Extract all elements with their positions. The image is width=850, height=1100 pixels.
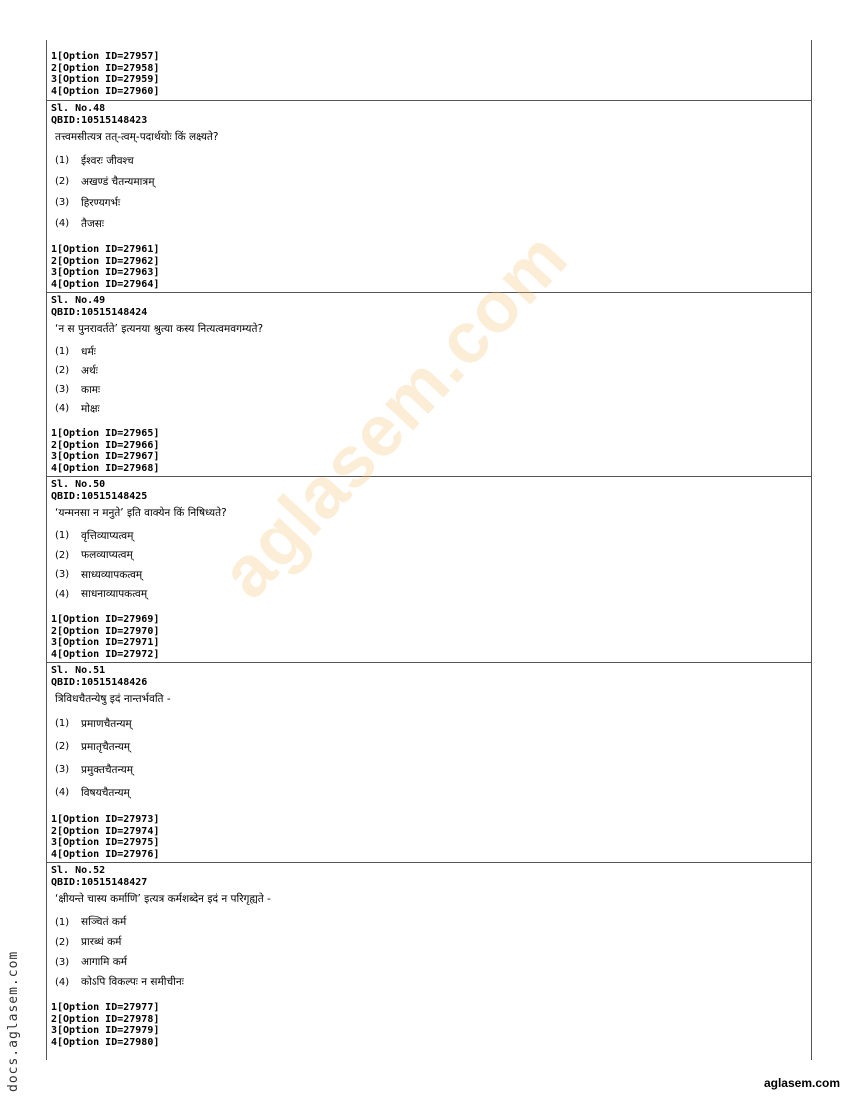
option-id-line: 1[Option ID=27961] xyxy=(51,244,160,255)
option-id-line: 4[Option ID=27972] xyxy=(51,648,160,660)
option-id-line: 1[Option ID=27973] xyxy=(51,814,160,825)
option-number: (3) xyxy=(55,569,70,581)
option-3 xyxy=(55,380,807,399)
option-text: तैजसः xyxy=(81,217,104,230)
option-number: (2) xyxy=(55,741,70,752)
option-number: (2) xyxy=(55,365,70,376)
option-id-line: 4[Option ID=27964] xyxy=(51,278,160,290)
question-block-50 xyxy=(47,477,811,663)
option-id-line: 2[Option ID=27958] xyxy=(51,62,160,74)
option-text: प्रारब्धं कर्म xyxy=(81,936,122,948)
qbid: QBID:10515148427 xyxy=(51,876,148,888)
option-id-line: 3[Option ID=27963] xyxy=(51,267,160,278)
option-number: (2) xyxy=(55,549,70,561)
option-text: मोक्षः xyxy=(81,402,100,415)
option-3 xyxy=(55,192,807,213)
option-number: (3) xyxy=(55,764,70,775)
option-1 xyxy=(55,150,807,171)
option-id-line: 4[Option ID=27968] xyxy=(51,462,160,474)
option-text: हिरण्यगर्भः xyxy=(81,196,121,209)
option-id-line: 2[Option ID=27978] xyxy=(51,1013,160,1025)
options-list xyxy=(55,342,807,418)
serial-number: Sl. No.50 xyxy=(51,479,106,490)
option-text: कामः xyxy=(81,383,101,396)
option-text: सञ्चितं कर्म xyxy=(81,916,127,928)
option-text: विषयचैतन्यम् xyxy=(81,786,130,799)
option-number: (1) xyxy=(55,155,70,166)
option-text: धर्मः xyxy=(81,345,96,358)
question-block-51 xyxy=(47,663,811,863)
serial-number: Sl. No.48 xyxy=(51,103,106,114)
option-number: (3) xyxy=(55,384,70,395)
option-4 xyxy=(55,972,807,992)
options-list xyxy=(55,912,807,992)
corner-brand: aglasem.com xyxy=(763,1076,840,1090)
question-sheet xyxy=(46,40,812,1060)
option-2 xyxy=(55,735,807,758)
qbid: QBID:10515148423 xyxy=(51,114,148,126)
options-list xyxy=(55,712,807,804)
option-id-line: 1[Option ID=27965] xyxy=(51,428,160,439)
option-text: प्रमातृचैतन्यम् xyxy=(81,740,131,753)
option-id-line: 4[Option ID=27960] xyxy=(51,85,160,97)
option-number: (2) xyxy=(55,936,70,948)
option-4 xyxy=(55,781,807,804)
option-3 xyxy=(55,758,807,781)
question-block-52 xyxy=(47,863,811,1050)
question-text: ‘क्षीयन्ते चास्य कर्माणि’ इत्यत्र कर्मशब्देन इदं न परिगृह्यते - xyxy=(55,893,271,905)
option-text: अर्थः xyxy=(81,364,98,377)
qbid: QBID:10515148425 xyxy=(51,490,148,502)
question-text: त्रिविधचैतन्येषु इदं नान्तर्भवति - xyxy=(55,693,171,705)
option-text: कोऽपि विकल्पः न समीचीनः xyxy=(81,976,184,988)
option-number: (2) xyxy=(55,176,70,187)
option-number: (1) xyxy=(55,346,70,357)
side-watermark: docs.aglasem.com xyxy=(6,950,21,1092)
option-id-line: 3[Option ID=27975] xyxy=(51,837,160,848)
serial-number: Sl. No.49 xyxy=(51,295,106,306)
option-text: ईश्वरः जीवश्च xyxy=(81,154,134,167)
option-text: वृत्तिव्याप्यत्वम् xyxy=(81,529,134,542)
option-id-line: 4[Option ID=27980] xyxy=(51,1036,160,1048)
option-id-line: 3[Option ID=27971] xyxy=(51,637,160,648)
options-list xyxy=(55,150,807,234)
option-ids xyxy=(51,814,807,860)
option-number: (1) xyxy=(55,530,70,542)
option-number: (3) xyxy=(55,197,70,208)
option-4 xyxy=(55,585,807,605)
question-text: ‘न स पुनरावर्तते’ इत्यनया श्रुत्या कस्य नित्यत्वमवगम्यते? xyxy=(55,323,264,335)
prev-question-option-ids xyxy=(47,40,811,101)
option-2 xyxy=(55,171,807,192)
option-id-line: 1[Option ID=27957] xyxy=(51,51,160,62)
option-id-line: 3[Option ID=27967] xyxy=(51,451,160,462)
option-3 xyxy=(55,565,807,585)
option-number: (1) xyxy=(55,916,70,928)
option-id-line: 3[Option ID=27959] xyxy=(51,74,160,85)
option-number: (4) xyxy=(55,976,70,988)
qbid: QBID:10515148426 xyxy=(51,676,148,688)
option-text: अखण्डं चैतन्यमात्रम् xyxy=(81,175,155,188)
option-number: (4) xyxy=(55,588,70,600)
question-block-48 xyxy=(47,101,811,293)
option-ids xyxy=(51,614,807,660)
option-ids xyxy=(51,244,807,290)
option-text: साधनाव्यापकत्वम् xyxy=(81,588,148,601)
option-number: (4) xyxy=(55,403,70,414)
question-text: ‘यन्मनसा न मनुते’ इति वाक्येन किं निषिध्यते? xyxy=(55,507,227,519)
option-id-line: 1[Option ID=27969] xyxy=(51,614,160,625)
option-id-line: 2[Option ID=27962] xyxy=(51,255,160,267)
option-number: (3) xyxy=(55,956,70,968)
option-1 xyxy=(55,342,807,361)
option-4 xyxy=(55,213,807,234)
option-id-line: 1[Option ID=27977] xyxy=(51,1002,160,1013)
question-text: तत्त्वमसीत्यत्र तत्-त्वम्-पदार्थयोः किं लक्ष्यते? xyxy=(55,131,219,143)
option-number: (4) xyxy=(55,787,70,798)
option-2 xyxy=(55,361,807,380)
option-2 xyxy=(55,546,807,566)
option-id-line: 2[Option ID=27970] xyxy=(51,625,160,637)
diagonal-watermark: aglasem.com xyxy=(205,217,583,614)
option-text: आगामि कर्म xyxy=(81,956,128,968)
options-list xyxy=(55,526,807,604)
option-ids xyxy=(51,428,807,474)
question-block-49 xyxy=(47,293,811,477)
qbid: QBID:10515148424 xyxy=(51,306,148,318)
option-text: फलव्याप्यत्वम् xyxy=(81,549,133,562)
option-number: (1) xyxy=(55,718,70,729)
option-ids xyxy=(51,1002,807,1048)
serial-number: Sl. No.51 xyxy=(51,665,106,676)
option-4 xyxy=(55,399,807,418)
option-text: साध्यव्यापकत्वम् xyxy=(81,568,143,581)
option-id-line: 2[Option ID=27974] xyxy=(51,825,160,837)
option-id-line: 4[Option ID=27976] xyxy=(51,848,160,860)
option-1 xyxy=(55,526,807,546)
option-2 xyxy=(55,932,807,952)
option-1 xyxy=(55,912,807,932)
option-1 xyxy=(55,712,807,735)
option-id-line: 3[Option ID=27979] xyxy=(51,1025,160,1036)
option-3 xyxy=(55,952,807,972)
option-text: प्रमाणचैतन्यम् xyxy=(81,717,132,730)
option-number: (4) xyxy=(55,218,70,229)
serial-number: Sl. No.52 xyxy=(51,865,106,876)
option-text: प्रमुक्तचैतन्यम् xyxy=(81,763,133,776)
option-id-line: 2[Option ID=27966] xyxy=(51,439,160,451)
